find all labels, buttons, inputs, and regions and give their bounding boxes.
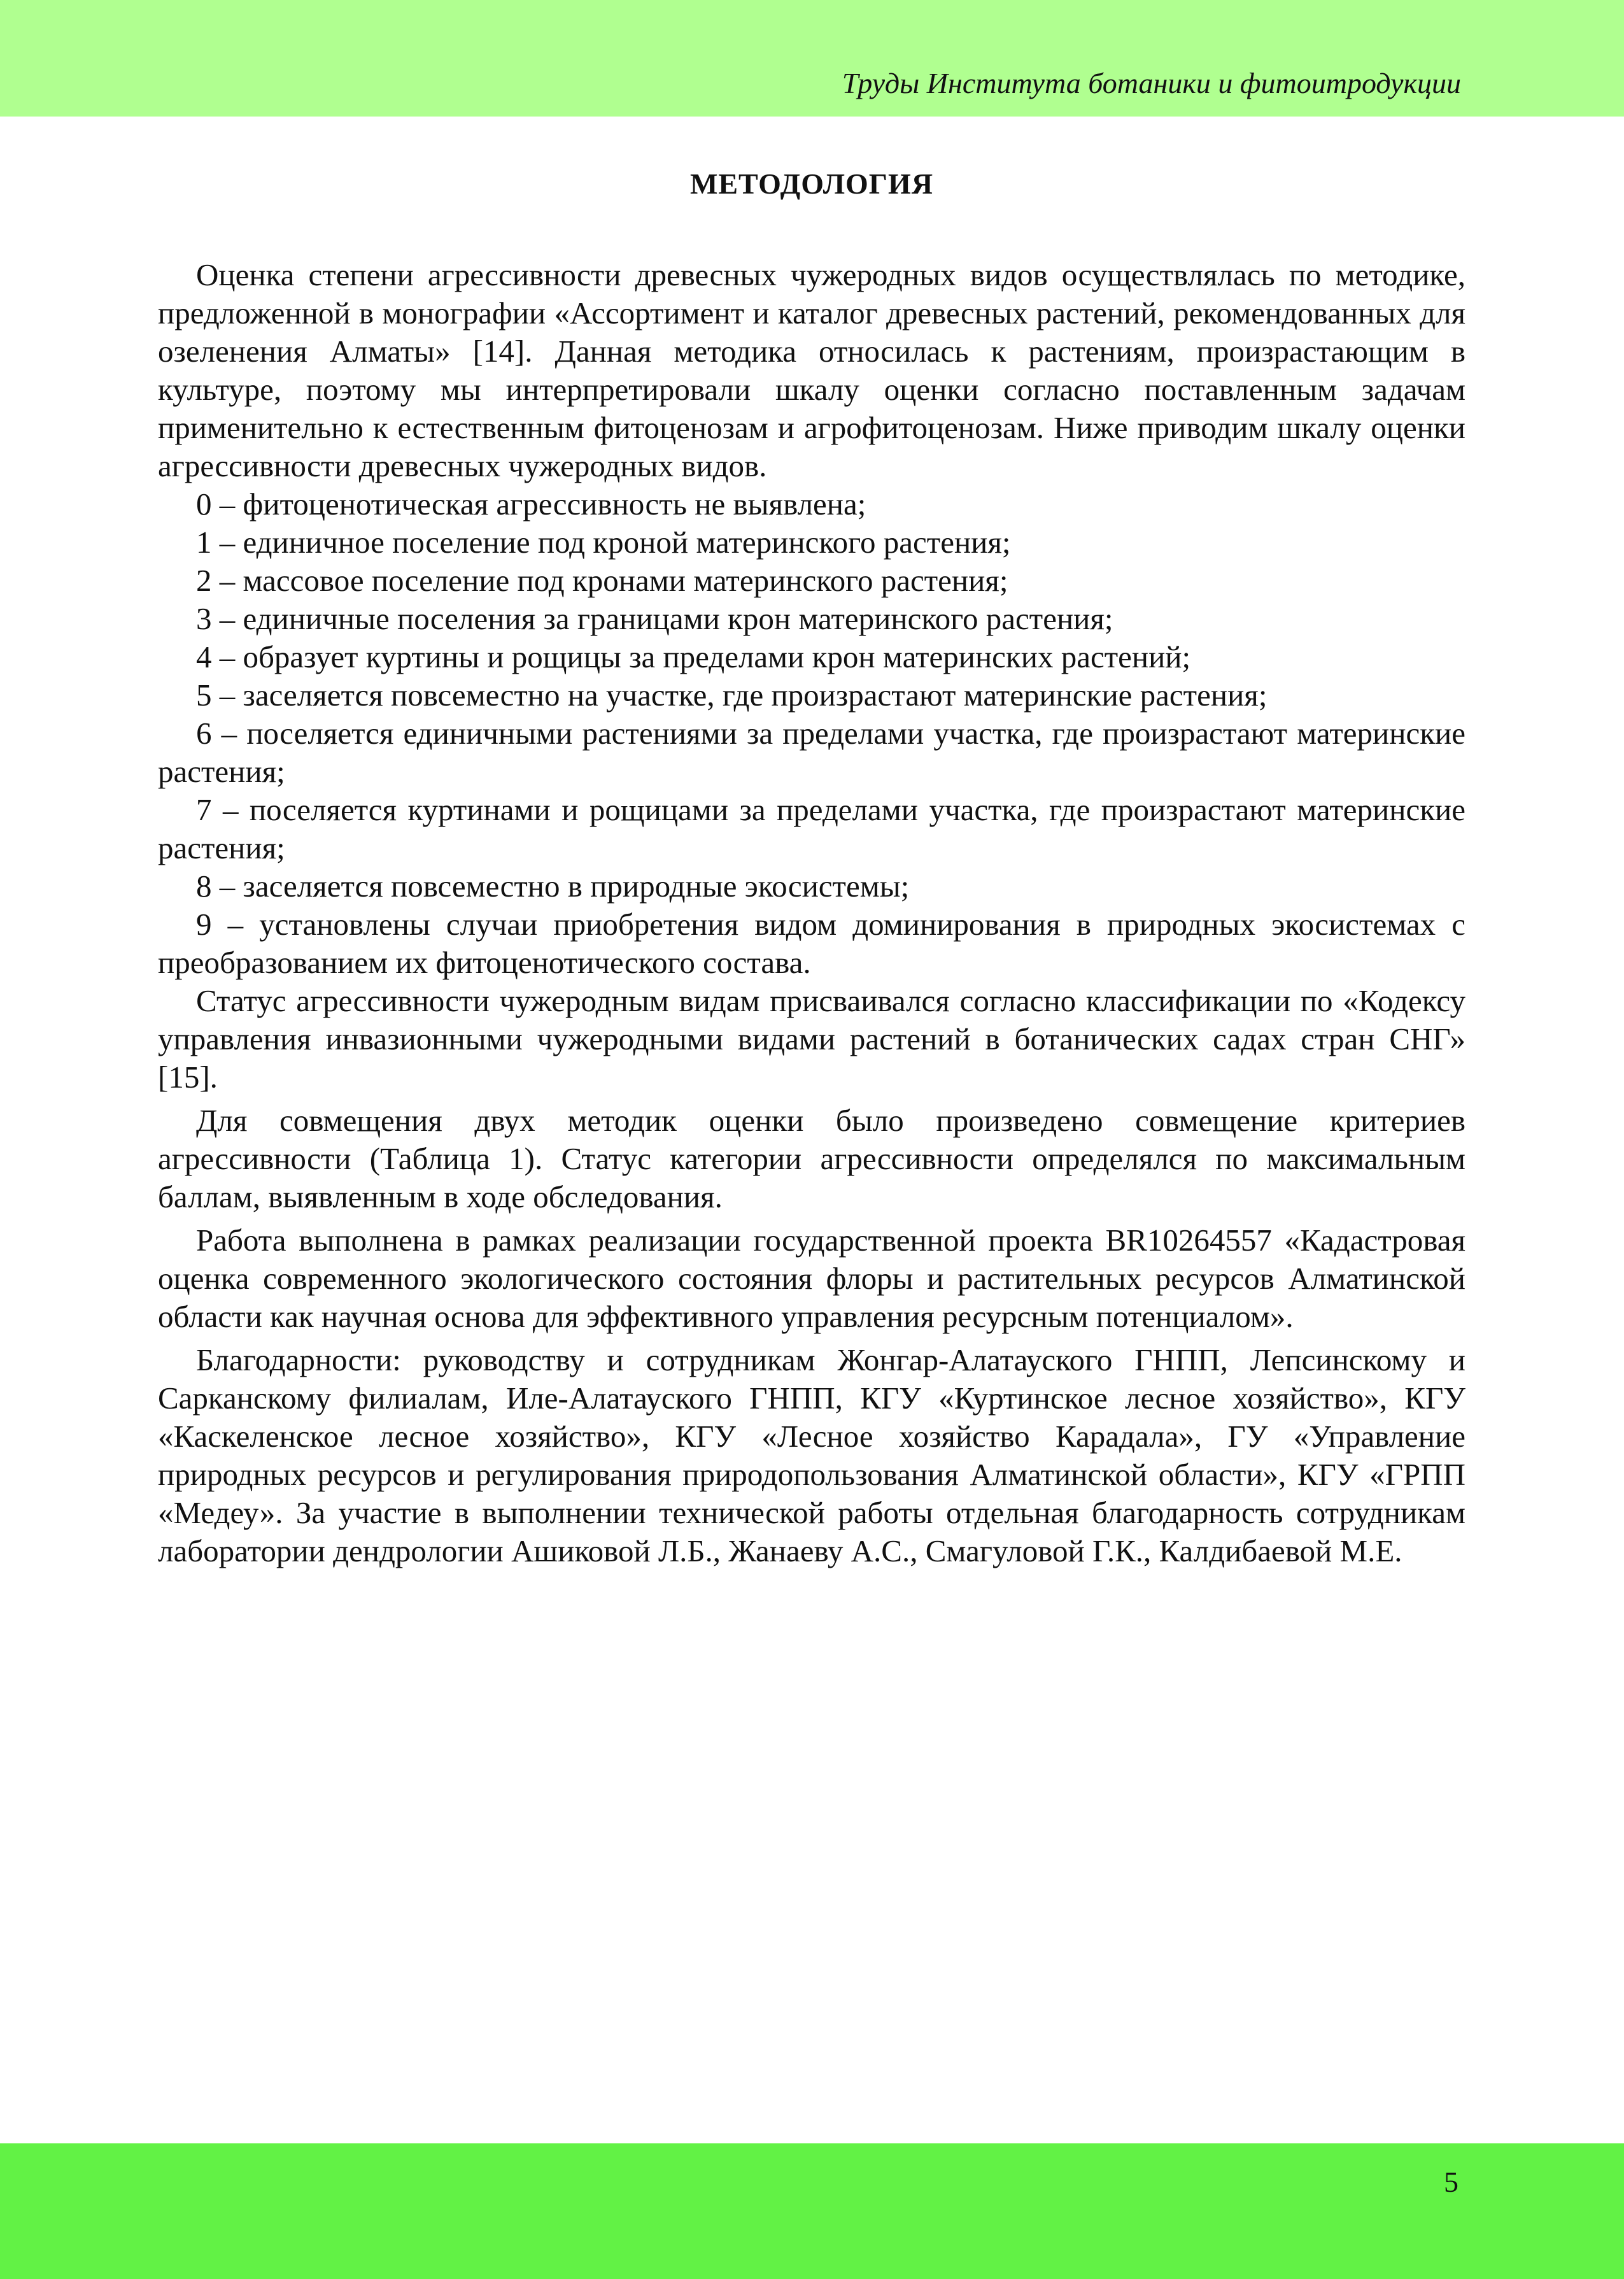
combination-paragraph: Для совмещения двух методик оценки было произведено совмещение критериев агрессивности (Таблица 1). Статус категории агрессивности определялся по максимальным баллам, выявленным в ходе обследования. [158,1103,1465,1214]
status-paragraph: Статус агрессивности чужеродным видам присваивался согласно классификации по «Кодексу управления инвазионными чужеродными видами растений в ботанических садах стран СНГ» [15]. [158,983,1465,1095]
scale-item-4: 4 – образует куртины и рощицы за пределами крон материнских растений; [196,639,1191,674]
section-title: МЕТОДОЛОГИЯ [689,167,934,200]
acknowledgements-paragraph: Благодарности: руководству и сотрудникам Жонгар-Алатауского ГНПП, Лепсинскому и Сарканскому филиалам, Иле-Алатауского ГНПП, КГУ «Куртинское лесное хозяйство», КГУ «Каскеленское лесное хозяйство», КГУ «Лесное хозяйство Карадала», ГУ «Управление природных ресурсов и регулирования природопользования Алматинской области», КГУ «ГРПП «Медеу». За участие в выполнении технической работы отдельная благодарность сотрудникам лаборатории дендрологии Ашиковой Л.Б., Жанаеву А.С., Смагуловой Г.К., Калдибаевой М.Е. [158,1342,1465,1568]
aggressiveness-scale-list [158,485,1465,982]
scale-item-1: 1 – единичное поселение под кроной материнского растения; [196,525,1011,560]
project-paragraph: Работа выполнена в рамках реализации государственной проекта BR10264557 «Кадастровая оценка современного экологического состояния флоры и растительных ресурсов Алматинской области как научная основа для эффективного управления ресурсным потенциалом». [158,1223,1465,1334]
page-footer [0,2143,1624,2279]
scale-item-8: 8 – заселяется повсеместно в природные экосистемы; [196,869,910,904]
scale-item-3: 3 – единичные поселения за границами крон материнского растения; [196,601,1113,636]
scale-item-0: 0 – фитоценотическая агрессивность не выявлена; [196,486,866,522]
running-title: Труды Института ботаники и фитоитродукции [842,67,1461,99]
intro-paragraph: Оценка степени агрессивности древесных чужеродных видов осуществлялась по методике, предложенной в монографии «Ассортимент и каталог древесных растений, рекомендованных для озеленения Алматы» [14]. Данная методика относилась к растениям, произрастающим в культуре, поэтому мы интерпретировали шкалу оценки согласно поставленным задачам применительно к естественным фитоценозам и агрофитоценозам. Ниже приводим шкалу оценки агрессивности древесных чужеродных видов. [158,257,1465,483]
scale-item-6: 6 – поселяется единичными растениями за пределами участка, где произрастают материнские растения; [158,716,1465,789]
scale-item-9: 9 – установлены случаи приобретения видом доминирования в природных экосистемах с преобразованием их фитоценотического состава. [158,907,1465,980]
scale-item-5: 5 – заселяется повсеместно на участке, где произрастают материнские растения; [196,678,1267,713]
scale-item-7: 7 – поселяется куртинами и рощицами за пределами участка, где произрастают материнские растения; [158,792,1465,865]
page-content [158,159,1465,1570]
page-number: 5 [1444,2166,1458,2198]
scale-item-2: 2 – массовое поселение под кронами материнского растения; [196,563,1008,598]
page-header [0,0,1624,117]
